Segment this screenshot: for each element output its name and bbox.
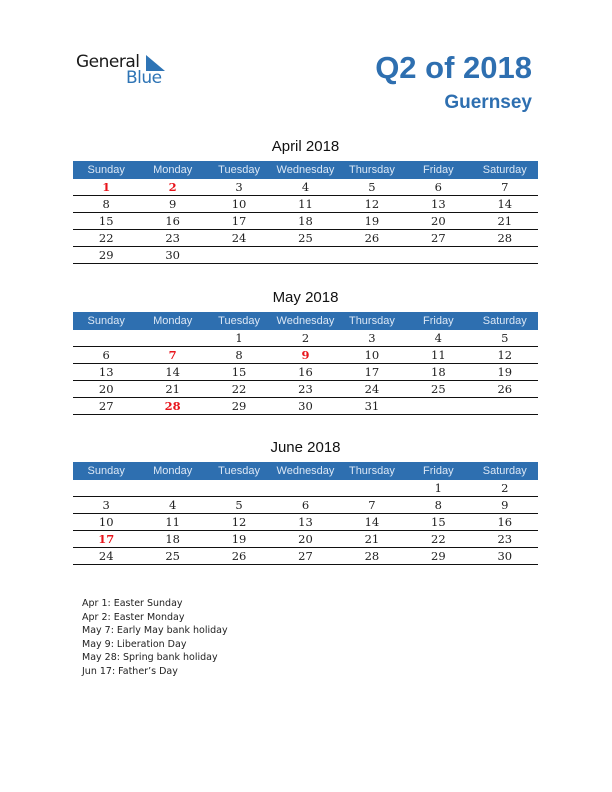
week-row [73, 247, 538, 264]
day-cell: 15 [206, 364, 272, 381]
day-cell: 5 [472, 330, 538, 347]
day-cell: 14 [472, 196, 538, 213]
day-cell: 29 [206, 398, 272, 415]
day-cell: 10 [73, 514, 139, 531]
day-cell: 20 [272, 531, 338, 548]
day-cell: 30 [139, 247, 205, 264]
day-cell: 9 [272, 347, 338, 364]
day-cell: 24 [206, 230, 272, 247]
day-cell: 30 [272, 398, 338, 415]
day-cell: 2 [472, 480, 538, 497]
holiday-note: Jun 17: Father’s Day [82, 665, 178, 677]
weekday-header: Sunday [73, 462, 139, 480]
day-cell: 18 [139, 531, 205, 548]
day-cell: 22 [206, 381, 272, 398]
month-title: June 2018 [270, 439, 341, 456]
day-cell: 21 [339, 531, 405, 548]
day-cell: 25 [272, 230, 338, 247]
day-cell: 23 [272, 381, 338, 398]
day-cell: 15 [73, 213, 139, 230]
day-cell: 17 [339, 364, 405, 381]
week-row [73, 497, 538, 514]
month-calendar-april [73, 137, 538, 264]
weekday-header: Saturday [472, 462, 538, 480]
week-row [73, 330, 538, 347]
calendar-table [73, 312, 538, 415]
day-cell: 8 [206, 347, 272, 364]
month-title: April 2018 [271, 138, 340, 155]
day-cell [472, 398, 538, 415]
weekday-header: Thursday [339, 462, 405, 480]
day-cell: 8 [405, 497, 471, 514]
weekday-header: Monday [139, 312, 205, 330]
day-cell: 3 [339, 330, 405, 347]
week-row [73, 347, 538, 364]
weekday-header: Tuesday [206, 161, 272, 179]
day-cell: 13 [405, 196, 471, 213]
day-cell: 22 [73, 230, 139, 247]
day-cell: 14 [139, 364, 205, 381]
day-cell: 12 [339, 196, 405, 213]
week-row [73, 398, 538, 415]
day-cell: 2 [272, 330, 338, 347]
week-row [73, 514, 538, 531]
weekday-header: Sunday [73, 312, 139, 330]
day-cell: 6 [73, 347, 139, 364]
holiday-note: May 7: Early May bank holiday [82, 625, 228, 637]
day-cell: 26 [339, 230, 405, 247]
weekday-header: Wednesday [272, 462, 338, 480]
day-cell: 1 [405, 480, 471, 497]
week-row [73, 364, 538, 381]
logo-text-general: General [76, 52, 140, 72]
day-cell [139, 480, 205, 497]
day-cell: 18 [405, 364, 471, 381]
day-cell [206, 247, 272, 264]
page-subtitle: Guernsey [444, 92, 532, 113]
day-cell: 17 [206, 213, 272, 230]
day-cell: 23 [139, 230, 205, 247]
calendar-table [73, 161, 538, 264]
day-cell: 13 [272, 514, 338, 531]
day-cell: 24 [73, 548, 139, 565]
day-cell: 29 [73, 247, 139, 264]
day-cell: 14 [339, 514, 405, 531]
day-cell: 26 [472, 381, 538, 398]
holiday-notes [82, 597, 228, 679]
weekday-header: Friday [405, 161, 471, 179]
weekday-header-row [73, 161, 538, 179]
day-cell: 21 [139, 381, 205, 398]
day-cell: 24 [339, 381, 405, 398]
day-cell [206, 480, 272, 497]
day-cell [73, 480, 139, 497]
day-cell: 20 [73, 381, 139, 398]
day-cell: 8 [73, 196, 139, 213]
day-cell: 16 [472, 514, 538, 531]
weekday-header: Saturday [472, 161, 538, 179]
day-cell: 4 [139, 497, 205, 514]
weekday-header: Friday [405, 462, 471, 480]
day-cell: 25 [139, 548, 205, 565]
week-row [73, 179, 538, 196]
weekday-header-row [73, 312, 538, 330]
day-cell: 10 [206, 196, 272, 213]
day-cell: 23 [472, 531, 538, 548]
day-cell: 27 [405, 230, 471, 247]
week-row [73, 548, 538, 565]
day-cell: 18 [272, 213, 338, 230]
day-cell: 12 [206, 514, 272, 531]
day-cell: 7 [339, 497, 405, 514]
day-cell: 22 [405, 531, 471, 548]
weekday-header: Saturday [472, 312, 538, 330]
day-cell: 28 [472, 230, 538, 247]
day-cell: 10 [339, 347, 405, 364]
holiday-note: Apr 1: Easter Sunday [82, 598, 183, 609]
day-cell: 15 [405, 514, 471, 531]
month-title: May 2018 [272, 289, 339, 306]
day-cell: 28 [339, 548, 405, 565]
day-cell: 27 [73, 398, 139, 415]
day-cell: 1 [206, 330, 272, 347]
weekday-header: Wednesday [272, 161, 338, 179]
weekday-header: Thursday [339, 161, 405, 179]
day-cell: 6 [272, 497, 338, 514]
day-cell: 4 [405, 330, 471, 347]
day-cell: 13 [73, 364, 139, 381]
weekday-header: Tuesday [206, 462, 272, 480]
week-row [73, 196, 538, 213]
day-cell: 3 [73, 497, 139, 514]
day-cell: 6 [405, 179, 471, 196]
day-cell [405, 247, 471, 264]
day-cell: 31 [339, 398, 405, 415]
holiday-note: Apr 2: Easter Monday [82, 611, 185, 623]
day-cell: 11 [272, 196, 338, 213]
day-cell: 9 [472, 497, 538, 514]
day-cell [472, 247, 538, 264]
day-cell: 27 [272, 548, 338, 565]
weekday-header: Sunday [73, 161, 139, 179]
week-row [73, 480, 538, 497]
weekday-header: Friday [405, 312, 471, 330]
day-cell: 9 [139, 196, 205, 213]
day-cell: 16 [139, 213, 205, 230]
day-cell: 5 [206, 497, 272, 514]
day-cell: 19 [472, 364, 538, 381]
day-cell: 20 [405, 213, 471, 230]
day-cell [339, 480, 405, 497]
calendar-table [73, 462, 538, 565]
day-cell: 19 [206, 531, 272, 548]
weekday-header: Wednesday [272, 312, 338, 330]
day-cell [272, 247, 338, 264]
weekday-header: Tuesday [206, 312, 272, 330]
week-row [73, 230, 538, 247]
weekday-header: Monday [139, 161, 205, 179]
day-cell: 11 [405, 347, 471, 364]
week-row [73, 531, 538, 548]
day-cell: 29 [405, 548, 471, 565]
day-cell: 11 [139, 514, 205, 531]
day-cell: 3 [206, 179, 272, 196]
day-cell: 28 [139, 398, 205, 415]
holiday-note: May 9: Liberation Day [82, 638, 187, 650]
month-calendar-may [73, 288, 538, 415]
month-calendar-june [73, 438, 538, 565]
day-cell: 2 [139, 179, 205, 196]
day-cell [405, 398, 471, 415]
weekday-header: Monday [139, 462, 205, 480]
day-cell: 4 [272, 179, 338, 196]
day-cell: 5 [339, 179, 405, 196]
day-cell: 7 [139, 347, 205, 364]
week-row [73, 381, 538, 398]
day-cell [272, 480, 338, 497]
day-cell: 25 [405, 381, 471, 398]
day-cell: 26 [206, 548, 272, 565]
page-title: Q2 of 2018 [375, 50, 532, 85]
logo [76, 52, 176, 92]
day-cell [339, 247, 405, 264]
day-cell: 30 [472, 548, 538, 565]
day-cell: 16 [272, 364, 338, 381]
logo-text-blue: Blue [126, 68, 162, 88]
day-cell [73, 330, 139, 347]
day-cell: 1 [73, 179, 139, 196]
day-cell [139, 330, 205, 347]
day-cell: 19 [339, 213, 405, 230]
week-row [73, 213, 538, 230]
day-cell: 12 [472, 347, 538, 364]
day-cell: 17 [73, 531, 139, 548]
holiday-note: May 28: Spring bank holiday [82, 652, 218, 664]
day-cell: 7 [472, 179, 538, 196]
weekday-header: Thursday [339, 312, 405, 330]
day-cell: 21 [472, 213, 538, 230]
weekday-header-row [73, 462, 538, 480]
